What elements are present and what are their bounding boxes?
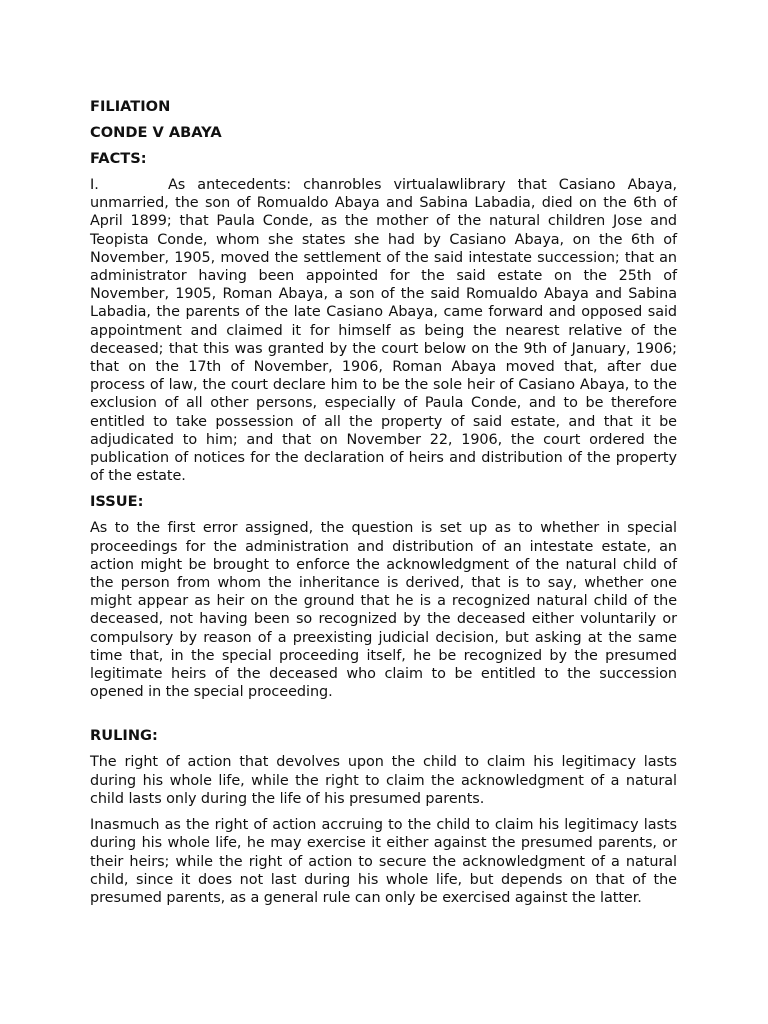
case-name: CONDE V ABAYA (90, 124, 222, 141)
document-title: FILIATION (90, 98, 171, 115)
section-spacer (90, 709, 677, 727)
facts-text: As antecedents: chanrobles virtualawlibrary that Casiano Abaya, unmarried, the son of Romualdo Abaya and Sabina Labadia, died on the 6th of April 1899; that Paula Conde, as the mother of the natural children Jose and Teopista Conde, whom she states she had by Casiano Abaya, on the 6th of November, 1905, moved the settlement of the said intestate succession; that an administrator having been appointed for the said estate on the 25th of November, 1905, Roman Abaya, a son of the said Romualdo Abaya and Sabina Labadia, the parents of the late Casiano Abaya, came forward and opposed said appointment and claimed it for himself as being the nearest relative of the deceased; that this was granted by the court below on the 9th of January, 1906; that on the 17th of November, 1906, Roman Abaya moved that, after due process of law, the court declare him to be the sole heir of Casiano Abaya, to the exclusion of all other persons, especially of Paula Conde, and to be therefore entitled to take possession of all the property of said estate, and that it be adjudicated to him; and that on November 22, 1906, the court ordered the publication of notices for the declaration of heirs and distribution of the property of the estate. (90, 177, 677, 485)
ruling-paragraph-1: The right of action that devolves upon the child to claim his legitimacy lasts during his whole life, while the right to claim the acknowledgment of a natural child lasts only during the life of his presumed parents. (90, 754, 677, 807)
issue-paragraph: As to the first error assigned, the question is set up as to whether in special proceedings for the administration and distribution of an intestate estate, an action might be brought to enforce the acknowledgment of the natural child of the person from whom the inheritance is derived, that is to say, whether one might appear as heir on the ground that he is a recognized natural child of the deceased, not having been so recognized by the deceased either voluntarily or compulsory by reason of a preexisting judicial decision, but asking at the same time that, in the special proceeding itself, he be recognized by the presumed legitimate heirs of the deceased who claim to be entitled to the succession opened in the special proceeding. (90, 520, 677, 701)
ruling-heading: RULING: (90, 727, 158, 745)
issue-heading: ISSUE: (90, 493, 144, 511)
ruling-paragraph-2: Inasmuch as the right of action accruing to the child to claim his legitimacy lasts during his whole life, he may exercise it either against the presumed parents, or their heirs; while the right of action to secure the acknowledgment of a natural child, since it does not last during his whole life, but depends on that of the presumed parents, as a general rule can only be exercised against the latter. (90, 817, 677, 906)
facts-paragraph (90, 176, 677, 485)
facts-number: I. (90, 177, 99, 193)
document-page (90, 98, 677, 915)
facts-heading: FACTS: (90, 150, 147, 167)
